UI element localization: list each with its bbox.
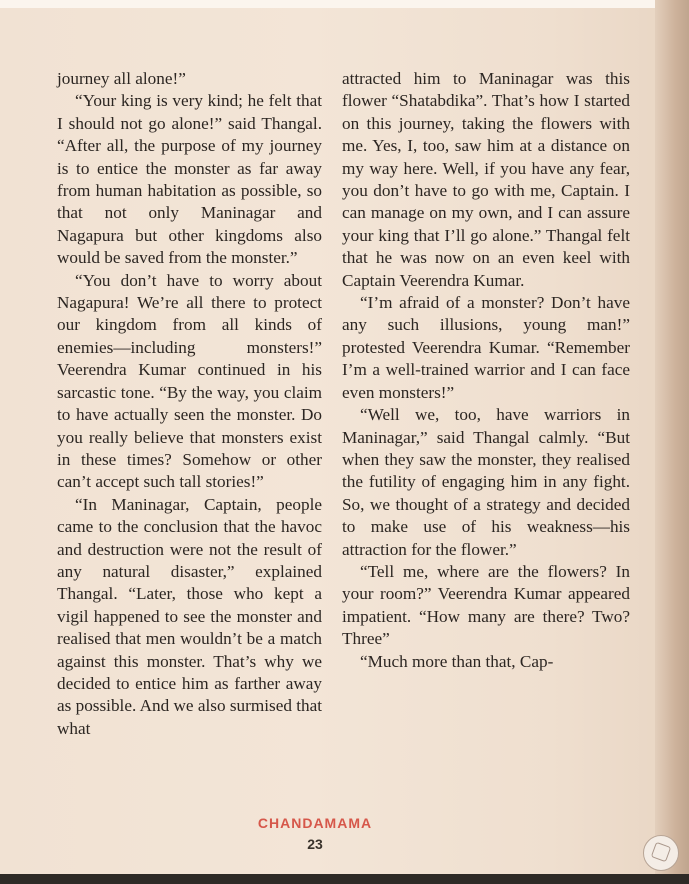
paragraph: “Well we, too, have warriors in Maninagar,” said Thangal calmly. “But when they saw the monster, they realised the futility of engaging him in any fight. So, we thought of a strategy and decided to make use of his weakness—his attraction for the flower.” [342, 405, 630, 559]
paragraph: “Tell me, where are the flowers? In your room?” Veerendra Kumar appeared impatient. “How many are there? Two? Three” [342, 561, 630, 649]
paragraph: “Much more than that, Cap- [360, 651, 554, 671]
page-number: 23 [307, 836, 323, 852]
paragraph: “In Maninagar, Captain, people came to the conclusion that the havoc and destruction were not the result of any natural disaster,” explained Thangal. “Later, those who kept a vigil happened to see the monster and realised that men wouldn’t be a match against this monster. That’s why we decided to entice him as farther away as possible. And we also surmised that what [57, 494, 322, 738]
page-top-edge [0, 0, 689, 8]
left-text-column [57, 68, 322, 740]
paragraph: “Your king is very kind; he felt that I should not go alone!” said Thangal. “After all, the purpose of my journey is to entice the monster as far away from human habitation as possible, so that not only Maninagar and Nagapura but other kingdoms also would be saved from the monster.” [57, 91, 322, 268]
library-stamp-icon [643, 835, 679, 871]
paragraph: journey all alone!” [57, 69, 186, 88]
page-binding-shadow [655, 0, 689, 884]
magazine-name: CHANDAMAMA [257, 815, 373, 831]
paragraph: attracted him to Maninagar was this flower “Shatabdika”. That’s how I started on this journey, taking the flowers with me. Yes, I, too, saw him at a distance on my way here. Well, if you have any fear, you don’t have to go with me, Captain. I can manage on my own, and I can assure your king that I’ll go alone.” Thangal felt that he was now on an even keel with Captain Veerendra Kumar. [342, 69, 630, 290]
right-text-column [342, 68, 630, 673]
page-bottom-edge [0, 874, 689, 884]
paragraph: “I’m afraid of a monster? Don’t have any such illusions, young man!” protested Veerendra Kumar. “Remember I’m a well-trained warrior and I can face even monsters!” [342, 293, 630, 402]
paragraph: “You don’t have to worry about Nagapura! We’re all there to protect our kingdom from all kinds of enemies—including monsters!” Veerendra Kumar continued in his sarcastic tone. “By the way, you claim to have actually seen the monster. Do you really believe that monsters exist in these times? Somehow or other can’t accept such tall stories!” [57, 270, 322, 492]
